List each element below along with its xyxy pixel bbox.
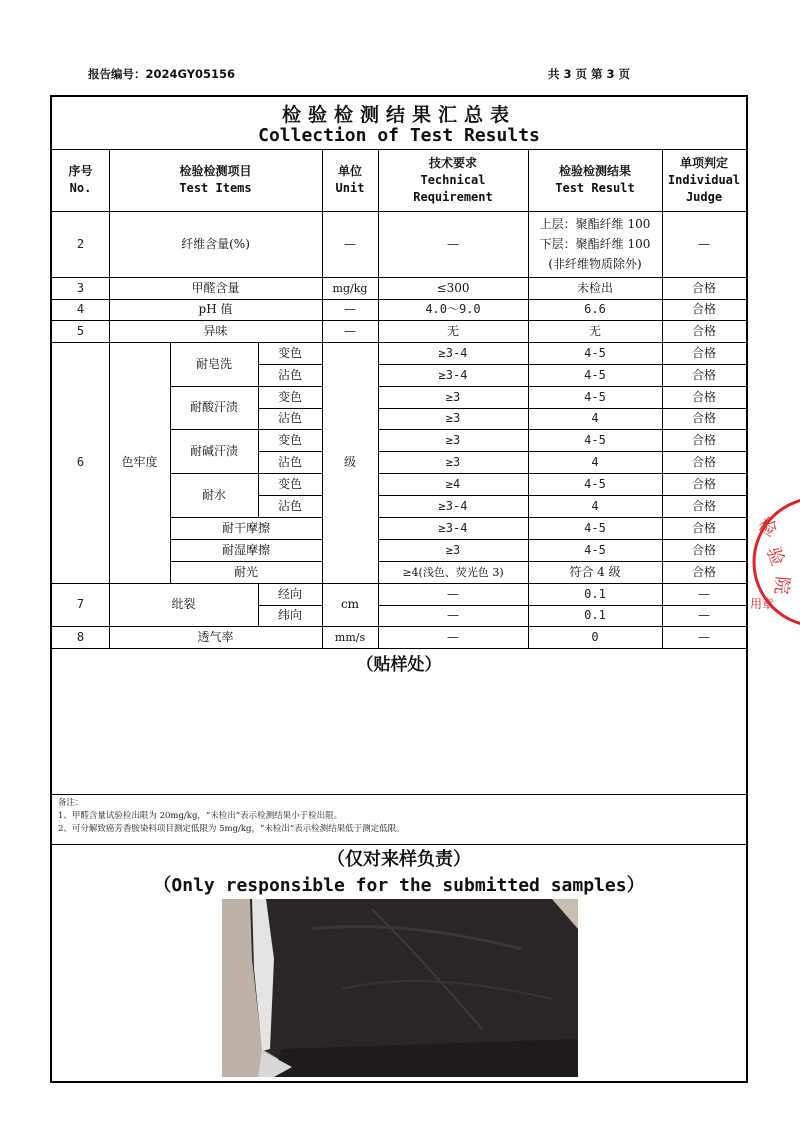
responsibility-en: （Only responsible for the submitted samples）	[153, 875, 645, 896]
row8-judge: —	[698, 629, 710, 644]
row7-unit: cm	[340, 597, 360, 611]
report-number-value: 2024GY05156	[145, 67, 236, 81]
row8-no: 8	[76, 629, 85, 644]
cf-judge: 合格	[691, 564, 716, 579]
cf-result: 符合 4 级	[569, 564, 621, 579]
row5-judge: 合格	[691, 323, 716, 338]
cf-req: ≥3-4	[438, 345, 468, 360]
cf-judge: 合格	[691, 345, 716, 360]
group-wet-rubbing: 耐湿摩擦	[221, 542, 270, 557]
sub-change: 变色	[277, 345, 302, 360]
results-table-frame	[50, 95, 748, 1083]
cf-judge: 合格	[691, 432, 716, 447]
row7-no: 7	[76, 597, 85, 611]
cf-result: 4-5	[584, 520, 606, 535]
sub-change: 变色	[277, 476, 302, 491]
note-1: 1、甲醛含量试验检出限为 20mg/kg，“未检出”表示检测结果小于检出限。	[58, 811, 343, 821]
cf-judge: 合格	[691, 411, 716, 425]
row8-item: 透气率	[197, 629, 234, 644]
row8-unit: mm/s	[334, 630, 366, 644]
row8-result: 0	[591, 629, 599, 644]
note-2: 2、可分解致癌芳香胺染料项目测定低限为 5mg/kg，“未检出”表示检测结果低于测定低限。	[58, 824, 405, 834]
header-requirement: 技术要求 Technical Requirement	[413, 155, 493, 204]
cf-req: ≥3-4	[438, 520, 468, 535]
sub-stain: 沾色	[277, 367, 302, 382]
cf-req: ≥3	[445, 411, 461, 425]
row5-no: 5	[76, 323, 85, 338]
cf-result: 4-5	[584, 432, 606, 447]
responsibility-cn: （仅对来样负责）	[327, 849, 471, 870]
title-cn: 检验检测结果汇总表	[281, 104, 516, 126]
sub-change: 变色	[277, 389, 302, 404]
row4-req: 4.0～9.0	[425, 302, 481, 316]
row3-result: 未检出	[576, 280, 613, 295]
row2-unit: —	[344, 236, 356, 251]
row3-unit: mg/kg	[332, 281, 368, 295]
sub-change: 变色	[277, 432, 302, 447]
cf-judge: 合格	[691, 542, 716, 557]
group-dry-rubbing: 耐干摩擦	[221, 520, 270, 535]
cf-result: 4-5	[584, 389, 606, 404]
sample-photo	[222, 899, 578, 1077]
cf-result: 4	[591, 498, 599, 513]
row2-no: 2	[76, 236, 85, 251]
group-acid-perspiration: 耐酸汗渍	[189, 400, 238, 414]
cf-judge: 合格	[691, 520, 716, 535]
cf-req: ≥3	[445, 454, 461, 469]
row2-result: 上层：聚酯纤维 100 下层：聚酯纤维 100 (非纤维物质除外)	[539, 217, 651, 271]
cf-req: ≥4(浅色、荧光色 3)	[402, 565, 504, 579]
sub-stain: 沾色	[277, 498, 302, 513]
row3-no: 3	[76, 280, 85, 295]
header-no: 序号 No.	[68, 164, 93, 195]
svg-text:验: 验	[762, 544, 789, 569]
row7-req-weft: —	[447, 608, 459, 622]
row8-req: —	[447, 629, 459, 644]
cf-judge: 合格	[691, 454, 716, 469]
notes-title: 备注：	[58, 798, 84, 808]
row3-judge: 合格	[691, 280, 716, 295]
row6-unit: 级	[343, 455, 356, 469]
row3-item: 甲醛含量	[191, 280, 240, 295]
row5-req: 无	[446, 323, 459, 338]
cf-judge: 合格	[691, 389, 716, 404]
cf-result: 4-5	[584, 367, 606, 382]
cf-result: 4-5	[584, 476, 606, 491]
cf-req: ≥3	[445, 542, 461, 557]
row7-judge-weft: —	[698, 608, 710, 622]
sample-area-label: （贴样处）	[356, 655, 442, 675]
row7-judge-warp: —	[698, 586, 710, 601]
sub-stain: 沾色	[277, 411, 302, 425]
row5-unit: —	[344, 323, 356, 338]
cf-req: ≥3-4	[438, 367, 468, 382]
row5-item: 异味	[203, 323, 228, 338]
svg-text:用章: 用章	[750, 597, 775, 611]
official-seal	[750, 496, 800, 628]
row4-judge: 合格	[691, 302, 716, 316]
title-en: Collection of Test Results	[258, 125, 540, 146]
row4-item: pH 值	[198, 302, 233, 316]
cf-judge: 合格	[691, 367, 716, 382]
group-light: 耐光	[233, 564, 258, 579]
cf-result: 4-5	[584, 345, 606, 360]
row2-item: 纤维含量(%)	[181, 236, 250, 251]
cf-result: 4	[591, 454, 599, 469]
cf-req: ≥3-4	[438, 498, 468, 513]
sub-stain: 沾色	[277, 454, 302, 469]
row7-result-warp: 0.1	[584, 586, 606, 601]
group-soap-wash: 耐皂洗	[195, 356, 232, 371]
report-number	[88, 66, 235, 82]
group-water: 耐水	[201, 487, 226, 502]
row7-warp: 经向	[277, 586, 302, 601]
row6-no: 6	[76, 455, 85, 469]
page-info: 共 3 页 第 3 页	[548, 67, 631, 81]
notes	[58, 797, 405, 836]
header-test-items: 检验检测项目 Test Items	[179, 164, 252, 195]
row7-item: 纰裂	[171, 597, 196, 611]
cf-result: 4	[591, 411, 599, 425]
svg-text:院: 院	[770, 575, 793, 596]
row4-unit: —	[344, 302, 356, 316]
cf-req: ≥4	[445, 476, 461, 491]
header-judge: 单项判定 Individual Judge	[667, 155, 741, 204]
row4-result: 6.6	[584, 302, 606, 316]
header-unit: 单位 Unit	[335, 164, 365, 195]
row6-item: 色牢度	[121, 455, 158, 469]
cf-result: 4-5	[584, 542, 606, 557]
report-number-label: 报告编号：	[88, 67, 146, 81]
cf-judge: 合格	[691, 476, 716, 491]
cf-judge: 合格	[691, 498, 716, 513]
row4-no: 4	[76, 302, 85, 316]
row7-req-warp: —	[447, 586, 459, 601]
header-test-result: 检验检测结果 Test Result	[555, 164, 635, 195]
row5-result: 无	[588, 323, 601, 338]
group-alkali-perspiration: 耐碱汗渍	[189, 443, 238, 458]
row7-weft: 纬向	[277, 608, 302, 622]
red-seal-icon	[750, 496, 800, 628]
row2-judge: —	[698, 236, 710, 251]
row3-req: ≤300	[436, 280, 470, 295]
fabric-sample-image	[222, 899, 578, 1077]
cf-req: ≥3	[445, 389, 461, 404]
row7-result-weft: 0.1	[584, 608, 606, 622]
row2-req: —	[447, 236, 459, 251]
svg-text:检: 检	[754, 513, 781, 542]
cf-req: ≥3	[445, 432, 461, 447]
